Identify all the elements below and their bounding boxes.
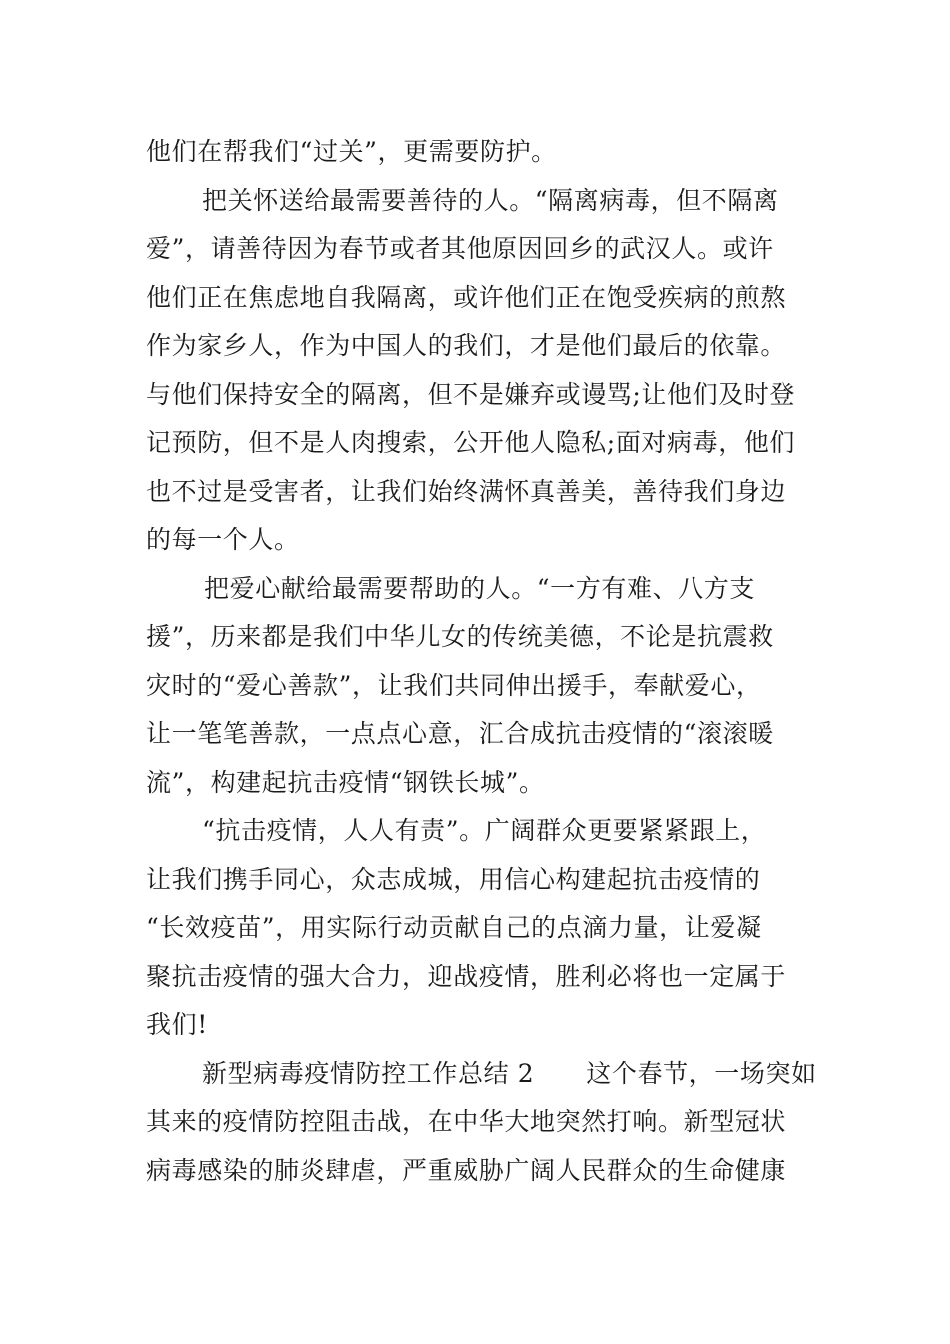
text-line: 流”，构建起抗击疫情“钢铁长城”。 bbox=[146, 767, 545, 797]
text-line: 其来的疫情防控阻击战，在中华大地突然打响。新型冠状 bbox=[146, 1107, 787, 1136]
text-line: 爱”，请善待因为春节或者其他原因回乡的武汉人。或许 bbox=[146, 234, 774, 263]
text-line: “长效疫苗”，用实际行动贡献自己的点滴力量，让爱凝 bbox=[146, 913, 762, 942]
text-line: 与他们保持安全的隔离，但不是嫌弃或谩骂;让他们及时登 bbox=[146, 379, 796, 409]
section-continuation: 这个春节，一场突如 bbox=[586, 1058, 817, 1088]
text-line: 的每一个人。 bbox=[146, 525, 300, 554]
text-line: 病毒感染的肺炎肆虐，严重威胁广阔人民群众的生命健康 bbox=[146, 1155, 787, 1185]
text-line: 让一笔笔善款，一点点心意，汇合成抗击疫情的“滚滚暖 bbox=[146, 719, 774, 748]
text-line: 也不过是受害者，让我们始终满怀真善美，善待我们身边 bbox=[146, 476, 787, 506]
text-line: 让我们携手同心，众志成城，用信心构建起抗击疫情的 bbox=[146, 864, 761, 894]
text-line: 他们在帮我们“过关”，更需要防护。 bbox=[146, 137, 557, 166]
paragraph-start-line: “抗击疫情，人人有责”。广阔群众更要紧紧跟上， bbox=[202, 816, 767, 845]
paragraph-start-line: 把关怀送给最需要善待的人。“隔离病毒，但不隔离 bbox=[202, 185, 779, 215]
text-line: 援”，历来都是我们中华儿女的传统美德，不论是抗震救 bbox=[146, 622, 774, 651]
text-line: 我们! bbox=[146, 1010, 208, 1039]
paragraph-start-line: 把爱心献给最需要帮助的人。“一方有难、八方支 bbox=[204, 573, 755, 603]
text-line: 灾时的“爱心善款”，让我们共同伸出援手，奉献爱心， bbox=[146, 670, 762, 700]
body-text bbox=[146, 128, 817, 1195]
text-line: 聚抗击疫情的强大合力，迎战疫情，胜利必将也一定属于 bbox=[146, 961, 787, 991]
text-line: 作为家乡人，作为中国人的我们，才是他们最后的依靠。 bbox=[146, 331, 787, 360]
section-heading-line bbox=[146, 1050, 817, 1099]
section-title: 新型病毒疫情防控工作总结 2 bbox=[202, 1058, 535, 1088]
text-line: 他们正在焦虑地自我隔离，或许他们正在饱受疾病的煎熬 bbox=[146, 282, 787, 312]
text-line: 记预防，但不是人肉搜索，公开他人隐私;面对病毒，他们 bbox=[146, 428, 796, 457]
